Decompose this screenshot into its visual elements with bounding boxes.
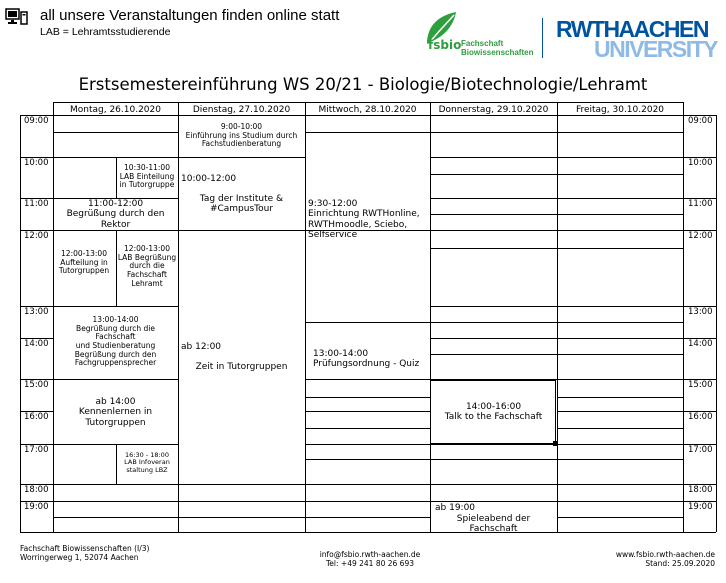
grid-line [53,115,683,116]
grid-line [178,157,305,158]
fsbio-line1: Fachschaft [461,39,504,48]
footer-email[interactable]: info@fsbio.rwth-aachen.de [319,550,421,559]
event-aufteilung-tutorgruppen: 12:00-13:00 Aufteilung in Tutorgruppen [58,249,110,276]
grid-line [430,444,557,445]
grid-line [683,102,684,532]
time-label-right: 16:00 [688,412,713,422]
time-label-right: 18:00 [688,485,713,495]
event-lab-begruessung: 12:00-13:00 LAB Begrüßung durch die Fachschaft Lehramt [117,244,177,288]
day-header-thursday: Donnerstag, 29.10.2020 [438,105,549,115]
event-einrichtung-rwthonline: 9:30-12:00 Einrichtung RWTHonline, RWTHmoodle, Sciebo, Selfservice [308,199,420,241]
fsbio-logo-text: fsbio [428,38,462,52]
grid-line [557,379,683,380]
event-kennenlernen: ab 14:00 Kennenlernen in Tutorgruppen [78,397,153,428]
event-tutor-time: ab 12:00 [181,342,222,352]
event-pruefungsordnung-quiz: 13:00-14:00 Prüfungsordnung - Quiz [313,349,420,370]
time-label-right: 19:00 [688,502,713,512]
grid-line [305,102,306,532]
grid-line [430,322,557,323]
fsbio-logo [424,10,539,58]
grid-line [557,248,683,249]
time-label-right: 10:00 [688,158,713,168]
day-header-wednesday: Mittwoch, 28.10.2020 [318,105,417,115]
event-lab-einteilung: 10:30-11:00 LAB Einteilung in Tutorgruppe [119,163,175,190]
grid-line [305,444,430,445]
grid-line [683,532,716,533]
grid-line [305,459,430,460]
event-spiele-time: ab 19:00 [435,503,476,513]
grid-line [178,484,305,485]
grid-line [430,248,557,249]
time-label-left: 15:00 [24,380,49,390]
rwth-logo [556,16,718,62]
grid-line [557,397,683,398]
footer-web[interactable]: www.fsbio.rwth-aachen.de [615,550,715,559]
time-label-left: 17:00 [24,445,49,455]
time-label-right: 12:00 [688,231,713,241]
time-label-right: 17:00 [688,445,713,455]
event-tag-der-institute: Tag der Institute & #CampusTour [199,194,284,215]
grid-line [305,411,430,412]
grid-line [305,132,430,133]
grid-line [430,459,557,460]
event-lab-infoveranstaltung: 16:30 - 18:00 LAB Infoveran staltung LBZ [124,451,170,474]
grid-line [305,517,430,518]
logo-divider [542,18,543,58]
grid-line [305,428,430,429]
grid-line [53,102,683,103]
grid-line [557,444,683,445]
grid-line [178,102,179,532]
grid-line [430,484,557,485]
grid-line [178,517,305,518]
rwth-logo-line2: UNIVERSITY [594,36,718,62]
time-label-left: 10:00 [24,158,49,168]
day-header-friday: Freitag, 30.10.2020 [575,105,665,115]
day-header-tuesday: Dienstag, 27.10.2020 [192,105,291,115]
grid-line [53,306,178,307]
grid-line [557,322,683,323]
selected-cell-outline [430,380,556,444]
grid-line [557,214,683,215]
time-label-left: 14:00 [24,339,49,349]
grid-line [557,459,683,460]
selection-handle[interactable] [553,441,558,446]
footer-stand: Stand: 25.09.2020 [645,559,715,568]
day-header-monday: Montag, 26.10.2020 [70,105,161,115]
time-label-left: 18:00 [24,485,49,495]
grid-line [20,532,53,533]
grid-line [20,115,21,532]
grid-line [53,517,178,518]
grid-line [557,157,683,158]
footer-org: Fachschaft Biowissenschaften (I/3) [20,544,150,553]
event-zeit-in-tutorgruppen: Zeit in Tutorgruppen [195,362,288,372]
grid-line [430,214,557,215]
time-label-left: 19:00 [24,502,49,512]
grid-line [430,102,431,532]
grid-line [430,354,557,355]
grid-line [430,198,557,199]
fsbio-line2: Biowissenschaften [461,48,534,57]
grid-line [557,198,683,199]
time-label-right: 09:00 [688,116,713,126]
grid-line [557,174,683,175]
grid-line [430,230,557,231]
time-label-right: 13:00 [688,307,713,317]
event-talk-to-fachschaft[interactable]: 14:00-16:00 Talk to the Fachschaft [444,402,543,423]
grid-line [305,322,430,323]
grid-line [305,379,430,380]
event-spieleabend: Spieleabend der Fachschaft [456,514,531,535]
online-notice: all unsere Veranstaltungen finden online statt [40,7,340,24]
grid-line [53,532,683,533]
time-label-left: 16:00 [24,412,49,422]
grid-line [305,397,430,398]
grid-line [557,306,683,307]
grid-line [178,501,305,502]
rwth-logo-line1: RWTHAACHEN [556,16,708,42]
grid-line [557,517,683,518]
footer-address: Worringerweg 1, 52074 Aachen [20,553,139,562]
event-begruessung-rektor: 11:00-12:00 Begrüßung durch den Rektor [66,199,165,230]
time-label-left: 13:00 [24,307,49,317]
grid-line [53,501,178,502]
grid-line [557,484,683,485]
event-einfuehrung-studium: 9:00-10:00 Einführung ins Studium durch Fachstudienberatung [185,122,298,149]
grid-line [557,230,683,231]
time-label-right: 15:00 [688,380,713,390]
grid-line [53,484,178,485]
lab-note: LAB = Lehramtsstudierende [40,26,171,38]
grid-line [557,338,683,339]
grid-line [53,379,178,380]
grid-line [305,501,430,502]
grid-line [557,501,683,502]
grid-line [178,230,305,231]
grid-line [305,484,430,485]
grid-line [557,132,683,133]
time-label-left: 11:00 [24,199,49,209]
grid-line [430,132,557,133]
grid-line [430,174,557,175]
event-institute-time: 10:00-12:00 [181,174,237,184]
page-title: Erstsemestereinführung WS 20/21 - Biologie/Biotechnologie/Lehramt [78,75,648,94]
grid-line [557,354,683,355]
time-label-left: 12:00 [24,231,49,241]
computer-monitor-icon [5,8,29,26]
grid-line [716,115,717,532]
footer-phone: Tel: +49 241 80 26 693 [326,559,414,568]
time-label-left: 09:00 [24,116,49,126]
grid-line [557,428,683,429]
grid-line [53,132,178,133]
grid-line [430,338,557,339]
grid-line [557,102,558,532]
grid-line [430,501,557,502]
grid-line [430,157,557,158]
grid-line [557,411,683,412]
event-begruessung-fachschaft: 13:00-14:00 Begrüßung durch die Fachschaft und Studienberatung Begrüßung durch den Fachgruppensprecher [74,315,157,368]
grid-line [430,306,557,307]
time-label-right: 14:00 [688,339,713,349]
time-label-right: 11:00 [688,199,713,209]
